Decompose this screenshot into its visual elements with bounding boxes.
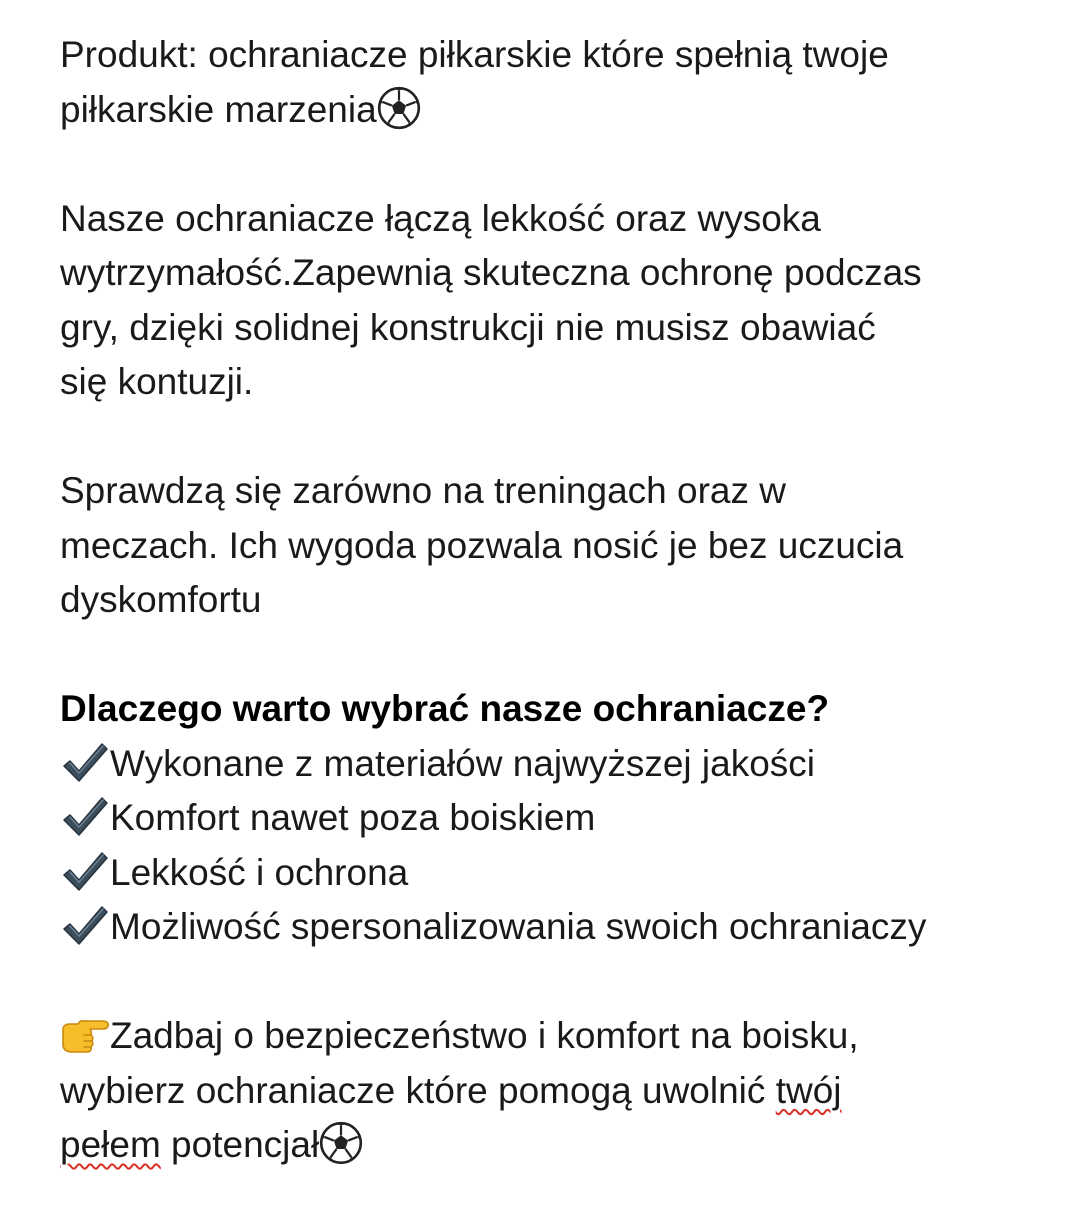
paragraph-gap xyxy=(60,955,1060,1010)
check-mark-icon xyxy=(60,740,110,786)
spellcheck-flagged-word[interactable]: pełem xyxy=(60,1124,161,1165)
spellcheck-flagged-word[interactable]: twój xyxy=(775,1069,842,1111)
closing-line-1-text: Zadbaj o bezpieczeństwo i komfort na boisku, xyxy=(110,1015,859,1056)
benefit-item-text: Wykonane z materiałów najwyższej jakości xyxy=(110,742,815,784)
paragraph-2-line: meczach. Ich wygoda pozwala nosić je bez uczucia xyxy=(60,524,904,566)
intro-line-2 xyxy=(60,83,1060,138)
benefit-item-text: Lekkość i ochrona xyxy=(110,851,409,893)
benefits-heading: Dlaczego warto wybrać nasze ochraniacze? xyxy=(60,688,830,729)
intro-line-1: Produkt: ochraniacze piłkarskie które spełnią twoje xyxy=(60,34,889,75)
check-mark-icon xyxy=(60,794,110,840)
closing-line-2 xyxy=(60,1064,1060,1119)
paragraph-1-line: gry, dzięki solidnej konstrukcji nie musisz obawiać xyxy=(60,306,876,348)
benefit-item-text: Możliwość spersonalizowania swoich ochraniaczy xyxy=(110,906,927,947)
paragraph-2-line: Sprawdzą się zarówno na treningach oraz w xyxy=(60,470,786,511)
document-body xyxy=(60,28,1060,1173)
benefit-item xyxy=(60,791,1060,846)
paragraph-2-line: dyskomfortu xyxy=(60,579,262,620)
benefit-item xyxy=(60,737,1060,792)
paragraph-gap xyxy=(60,410,1060,465)
closing-line-3 xyxy=(60,1118,1060,1173)
closing-line-1 xyxy=(60,1009,1060,1064)
paragraph-1-line: się kontuzji. xyxy=(60,361,254,402)
check-mark-icon xyxy=(60,849,110,895)
closing-line-3-text: potencjał xyxy=(160,1124,320,1165)
paragraph-gap xyxy=(60,137,1060,192)
benefit-item-text: Komfort nawet poza boiskiem xyxy=(110,797,596,838)
soccer-ball-icon xyxy=(377,86,421,130)
closing-line-2-text: wybierz ochraniacze które pomogą uwolnić xyxy=(60,1069,776,1111)
intro-line-2-text: piłkarskie marzenia xyxy=(60,88,377,130)
benefit-item xyxy=(60,900,1060,955)
paragraph-1-line: wytrzymałość.Zapewnią skuteczna ochronę podczas xyxy=(60,252,922,293)
pointing-hand-icon xyxy=(60,1012,110,1058)
check-mark-icon xyxy=(60,903,110,949)
paragraph-gap xyxy=(60,628,1060,683)
paragraph-1-line: Nasze ochraniacze łączą lekkość oraz wysoka xyxy=(60,197,821,239)
benefit-item xyxy=(60,846,1060,901)
soccer-ball-icon xyxy=(319,1121,363,1165)
